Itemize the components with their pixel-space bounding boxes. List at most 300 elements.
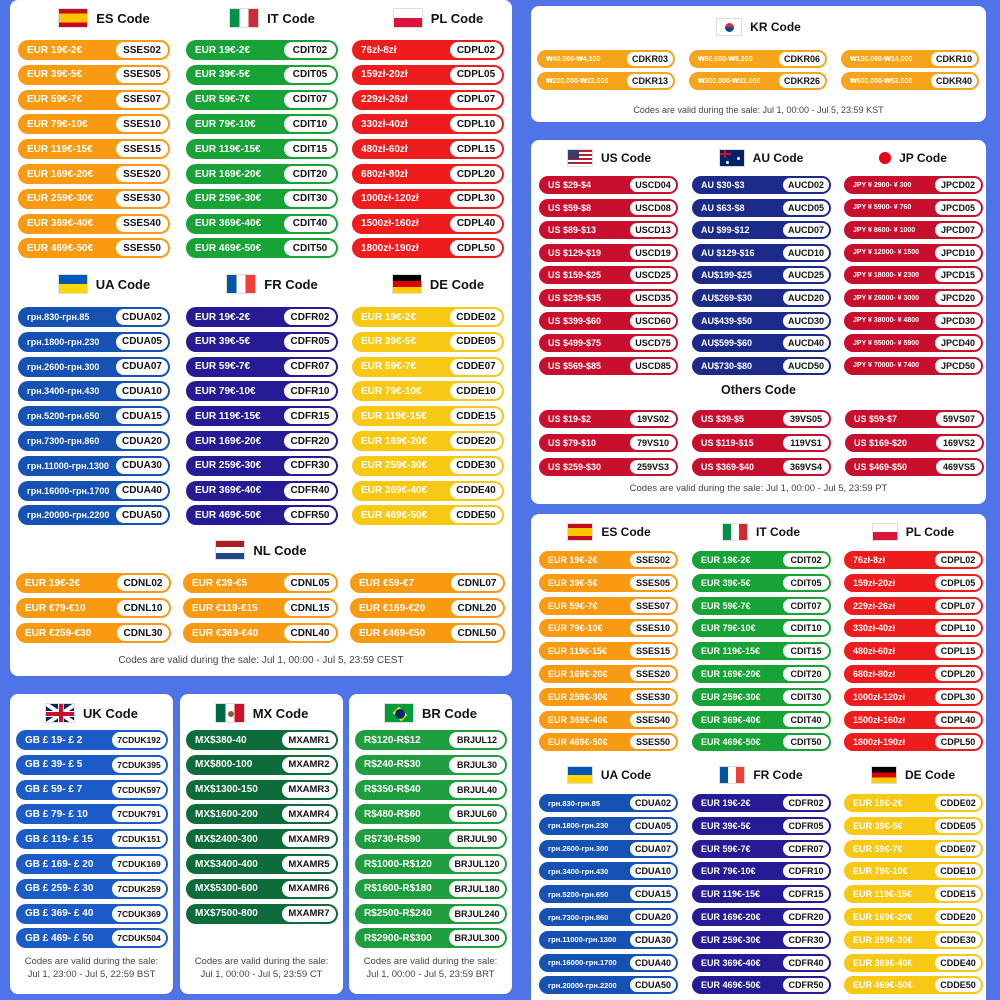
- de-code-pill[interactable]: [352, 357, 504, 377]
- others-code-pill[interactable]: [539, 458, 678, 476]
- fr-code-pill[interactable]: [186, 307, 338, 327]
- coupon-code[interactable]: CDIT05: [284, 67, 336, 83]
- pl-code-pill[interactable]: [352, 90, 504, 110]
- coupon-code[interactable]: CDIT07: [284, 92, 336, 108]
- coupon-code[interactable]: 19VS02: [630, 412, 676, 426]
- coupon-code[interactable]: SSES15: [630, 644, 676, 658]
- coupon-code[interactable]: SSES20: [630, 667, 676, 681]
- coupon-code[interactable]: JPCD40: [935, 336, 981, 350]
- ua-code-pill[interactable]: [539, 817, 678, 835]
- de-code-pill[interactable]: [352, 332, 504, 352]
- es-code-pill[interactable]: [18, 214, 170, 234]
- pl-code-pill[interactable]: [844, 619, 983, 637]
- coupon-code[interactable]: CDUA05: [630, 819, 676, 833]
- us-code-pill[interactable]: [539, 334, 678, 352]
- pl-code-pill[interactable]: [352, 164, 504, 184]
- coupon-code[interactable]: MXAMR6: [282, 881, 336, 897]
- de-code-pill[interactable]: [352, 481, 504, 501]
- coupon-code[interactable]: MXAMR5: [282, 856, 336, 872]
- it-code-pill[interactable]: [692, 619, 831, 637]
- coupon-code[interactable]: CDUA40: [116, 483, 168, 499]
- de-code-pill[interactable]: [352, 505, 504, 525]
- coupon-code[interactable]: CDNL30: [117, 625, 169, 641]
- coupon-code[interactable]: CDFR20: [284, 433, 336, 449]
- coupon-code[interactable]: CDIT02: [783, 553, 829, 567]
- it-code-pill[interactable]: [692, 688, 831, 706]
- uk-code-pill[interactable]: [16, 755, 168, 775]
- coupon-code[interactable]: CDDE50: [935, 978, 981, 992]
- us-code-pill[interactable]: [539, 266, 678, 284]
- au-code-pill[interactable]: [692, 199, 831, 217]
- es-code-pill[interactable]: [539, 665, 678, 683]
- nl-code-pill[interactable]: [350, 573, 505, 593]
- coupon-code[interactable]: CDIT20: [284, 166, 336, 182]
- coupon-code[interactable]: SSES15: [116, 141, 168, 157]
- coupon-code[interactable]: 7CDUK369: [112, 906, 166, 922]
- coupon-code[interactable]: CDKR40: [931, 74, 977, 88]
- coupon-code[interactable]: AUCD20: [783, 291, 829, 305]
- coupon-code[interactable]: CDFR05: [284, 334, 336, 350]
- us-code-pill[interactable]: [539, 221, 678, 239]
- coupon-code[interactable]: CDIT40: [783, 713, 829, 727]
- de-code-pill[interactable]: [352, 431, 504, 451]
- coupon-code[interactable]: JPCD05: [935, 201, 981, 215]
- fr-code-pill[interactable]: [186, 505, 338, 525]
- coupon-code[interactable]: AUCD40: [783, 336, 829, 350]
- au-code-pill[interactable]: [692, 221, 831, 239]
- coupon-code[interactable]: 7CDUK597: [112, 782, 166, 798]
- coupon-code[interactable]: AUCD25: [783, 268, 829, 282]
- coupon-code[interactable]: SSES20: [116, 166, 168, 182]
- it-code-pill[interactable]: [692, 642, 831, 660]
- coupon-code[interactable]: CDUA07: [116, 359, 168, 375]
- de-code-pill[interactable]: [352, 381, 504, 401]
- nl-code-pill[interactable]: [183, 623, 338, 643]
- coupon-code[interactable]: CDFR07: [783, 842, 829, 856]
- coupon-code[interactable]: CDFR07: [284, 359, 336, 375]
- pl-code-pill[interactable]: [352, 214, 504, 234]
- coupon-code[interactable]: CDNL50: [451, 625, 503, 641]
- coupon-code[interactable]: CDFR05: [783, 819, 829, 833]
- coupon-code[interactable]: CDPL40: [450, 216, 502, 232]
- coupon-code[interactable]: SSES30: [630, 690, 676, 704]
- coupon-code[interactable]: JPCD15: [935, 268, 981, 282]
- coupon-code[interactable]: CDFR10: [783, 864, 829, 878]
- coupon-code[interactable]: CDDE20: [450, 433, 502, 449]
- es-code-pill[interactable]: [18, 114, 170, 134]
- coupon-code[interactable]: CDFR10: [284, 383, 336, 399]
- pl-code-pill[interactable]: [844, 711, 983, 729]
- coupon-code[interactable]: CDFR15: [284, 408, 336, 424]
- br-code-pill[interactable]: [355, 879, 507, 899]
- coupon-code[interactable]: 59VS07: [936, 412, 982, 426]
- coupon-code[interactable]: CDUA20: [116, 433, 168, 449]
- nl-code-pill[interactable]: [16, 573, 171, 593]
- coupon-code[interactable]: CDNL15: [284, 600, 336, 616]
- es-code-pill[interactable]: [539, 597, 678, 615]
- es-code-pill[interactable]: [539, 551, 678, 569]
- coupon-code[interactable]: USCD25: [630, 268, 676, 282]
- fr-code-pill[interactable]: [692, 954, 831, 972]
- coupon-code[interactable]: CDFR50: [284, 507, 336, 523]
- coupon-code[interactable]: CDDE10: [935, 864, 981, 878]
- nl-code-pill[interactable]: [183, 573, 338, 593]
- coupon-code[interactable]: CDDE07: [935, 842, 981, 856]
- coupon-code[interactable]: SSES02: [630, 553, 676, 567]
- de-code-pill[interactable]: [844, 954, 983, 972]
- coupon-code[interactable]: CDFR15: [783, 887, 829, 901]
- jp-code-pill[interactable]: [844, 176, 983, 194]
- coupon-code[interactable]: AUCD30: [783, 314, 829, 328]
- de-code-pill[interactable]: [844, 840, 983, 858]
- coupon-code[interactable]: CDKR06: [779, 52, 825, 66]
- de-code-pill[interactable]: [352, 456, 504, 476]
- coupon-code[interactable]: CDPL40: [935, 713, 981, 727]
- pl-code-pill[interactable]: [352, 139, 504, 159]
- de-code-pill[interactable]: [844, 931, 983, 949]
- ua-code-pill[interactable]: [18, 357, 170, 377]
- coupon-code[interactable]: CDPL05: [450, 67, 502, 83]
- coupon-code[interactable]: CDPL02: [935, 553, 981, 567]
- au-code-pill[interactable]: [692, 334, 831, 352]
- it-code-pill[interactable]: [186, 214, 338, 234]
- es-code-pill[interactable]: [18, 164, 170, 184]
- coupon-code[interactable]: 7CDUK259: [112, 881, 166, 897]
- it-code-pill[interactable]: [692, 574, 831, 592]
- coupon-code[interactable]: JPCD02: [935, 178, 981, 192]
- coupon-code[interactable]: MXAMR1: [282, 732, 336, 748]
- jp-code-pill[interactable]: [844, 266, 983, 284]
- us-code-pill[interactable]: [539, 244, 678, 262]
- nl-code-pill[interactable]: [350, 623, 505, 643]
- es-code-pill[interactable]: [539, 642, 678, 660]
- coupon-code[interactable]: CDNL07: [451, 575, 503, 591]
- coupon-code[interactable]: MXAMR9: [282, 831, 336, 847]
- br-code-pill[interactable]: [355, 829, 507, 849]
- coupon-code[interactable]: SSES07: [116, 92, 168, 108]
- coupon-code[interactable]: CDNL20: [451, 600, 503, 616]
- coupon-code[interactable]: CDIT30: [783, 690, 829, 704]
- au-code-pill[interactable]: [692, 312, 831, 330]
- kr-code-pill[interactable]: [537, 50, 675, 68]
- it-code-pill[interactable]: [186, 114, 338, 134]
- others-code-pill[interactable]: [692, 434, 831, 452]
- coupon-code[interactable]: CDFR30: [284, 458, 336, 474]
- fr-code-pill[interactable]: [692, 794, 831, 812]
- de-code-pill[interactable]: [844, 794, 983, 812]
- coupon-code[interactable]: CDPL15: [935, 644, 981, 658]
- coupon-code[interactable]: 7CDUK395: [112, 757, 166, 773]
- de-code-pill[interactable]: [844, 908, 983, 926]
- coupon-code[interactable]: 369VS4: [783, 460, 829, 474]
- kr-code-pill[interactable]: [689, 72, 827, 90]
- coupon-code[interactable]: CDPL15: [450, 141, 502, 157]
- coupon-code[interactable]: CDDE02: [935, 796, 981, 810]
- coupon-code[interactable]: CDIT05: [783, 576, 829, 590]
- es-code-pill[interactable]: [18, 139, 170, 159]
- coupon-code[interactable]: USCD04: [630, 178, 676, 192]
- nl-code-pill[interactable]: [183, 598, 338, 618]
- au-code-pill[interactable]: [692, 266, 831, 284]
- coupon-code[interactable]: SSES10: [116, 116, 168, 132]
- others-code-pill[interactable]: [692, 410, 831, 428]
- nl-code-pill[interactable]: [16, 623, 171, 643]
- others-code-pill[interactable]: [539, 410, 678, 428]
- it-code-pill[interactable]: [186, 90, 338, 110]
- mx-code-pill[interactable]: [186, 804, 338, 824]
- mx-code-pill[interactable]: [186, 755, 338, 775]
- fr-code-pill[interactable]: [692, 976, 831, 994]
- coupon-code[interactable]: CDPL10: [935, 621, 981, 635]
- pl-code-pill[interactable]: [844, 551, 983, 569]
- coupon-code[interactable]: CDNL02: [117, 575, 169, 591]
- coupon-code[interactable]: SSES50: [630, 735, 676, 749]
- coupon-code[interactable]: CDUA10: [630, 864, 676, 878]
- coupon-code[interactable]: BRJUL120: [449, 856, 505, 872]
- jp-code-pill[interactable]: [844, 357, 983, 375]
- coupon-code[interactable]: CDDE50: [450, 507, 502, 523]
- coupon-code[interactable]: JPCD10: [935, 246, 981, 260]
- coupon-code[interactable]: CDFR20: [783, 910, 829, 924]
- fr-code-pill[interactable]: [186, 431, 338, 451]
- coupon-code[interactable]: USCD75: [630, 336, 676, 350]
- coupon-code[interactable]: CDFR02: [783, 796, 829, 810]
- mx-code-pill[interactable]: [186, 904, 338, 924]
- others-code-pill[interactable]: [539, 434, 678, 452]
- uk-code-pill[interactable]: [16, 780, 168, 800]
- coupon-code[interactable]: CDUA02: [116, 309, 168, 325]
- de-code-pill[interactable]: [844, 862, 983, 880]
- coupon-code[interactable]: 7CDUK169: [112, 856, 166, 872]
- fr-code-pill[interactable]: [692, 817, 831, 835]
- uk-code-pill[interactable]: [16, 730, 168, 750]
- coupon-code[interactable]: CDDE40: [935, 956, 981, 970]
- coupon-code[interactable]: CDFR02: [284, 309, 336, 325]
- ua-code-pill[interactable]: [539, 794, 678, 812]
- au-code-pill[interactable]: [692, 176, 831, 194]
- coupon-code[interactable]: CDFR30: [783, 933, 829, 947]
- coupon-code[interactable]: CDDE05: [450, 334, 502, 350]
- coupon-code[interactable]: CDKR03: [627, 52, 673, 66]
- coupon-code[interactable]: CDDE15: [450, 408, 502, 424]
- coupon-code[interactable]: USCD35: [630, 291, 676, 305]
- fr-code-pill[interactable]: [186, 332, 338, 352]
- mx-code-pill[interactable]: [186, 730, 338, 750]
- coupon-code[interactable]: SSES40: [116, 216, 168, 232]
- jp-code-pill[interactable]: [844, 221, 983, 239]
- fr-code-pill[interactable]: [692, 908, 831, 926]
- it-code-pill[interactable]: [186, 65, 338, 85]
- fr-code-pill[interactable]: [186, 381, 338, 401]
- fr-code-pill[interactable]: [186, 406, 338, 426]
- ua-code-pill[interactable]: [18, 332, 170, 352]
- coupon-code[interactable]: CDKR13: [627, 74, 673, 88]
- coupon-code[interactable]: AUCD02: [783, 178, 829, 192]
- coupon-code[interactable]: CDDE02: [450, 309, 502, 325]
- ua-code-pill[interactable]: [18, 505, 170, 525]
- others-code-pill[interactable]: [692, 458, 831, 476]
- ua-code-pill[interactable]: [539, 931, 678, 949]
- coupon-code[interactable]: BRJUL12: [449, 732, 505, 748]
- fr-code-pill[interactable]: [692, 840, 831, 858]
- coupon-code[interactable]: JPCD50: [935, 359, 981, 373]
- coupon-code[interactable]: CDNL40: [284, 625, 336, 641]
- coupon-code[interactable]: USCD60: [630, 314, 676, 328]
- coupon-code[interactable]: MXAMR2: [282, 757, 336, 773]
- coupon-code[interactable]: CDUA40: [630, 956, 676, 970]
- coupon-code[interactable]: CDPL02: [450, 42, 502, 58]
- coupon-code[interactable]: SSES40: [630, 713, 676, 727]
- es-code-pill[interactable]: [18, 238, 170, 258]
- it-code-pill[interactable]: [186, 238, 338, 258]
- uk-code-pill[interactable]: [16, 928, 168, 948]
- coupon-code[interactable]: BRJUL30: [449, 757, 505, 773]
- coupon-code[interactable]: CDPL10: [450, 116, 502, 132]
- nl-code-pill[interactable]: [350, 598, 505, 618]
- coupon-code[interactable]: CDPL07: [935, 599, 981, 613]
- coupon-code[interactable]: CDPL20: [935, 667, 981, 681]
- coupon-code[interactable]: CDPL30: [935, 690, 981, 704]
- ua-code-pill[interactable]: [18, 406, 170, 426]
- coupon-code[interactable]: USCD85: [630, 359, 676, 373]
- coupon-code[interactable]: CDDE07: [450, 359, 502, 375]
- coupon-code[interactable]: CDPL20: [450, 166, 502, 182]
- coupon-code[interactable]: CDUA02: [630, 796, 676, 810]
- es-code-pill[interactable]: [18, 189, 170, 209]
- coupon-code[interactable]: 39VS05: [783, 412, 829, 426]
- others-code-pill[interactable]: [845, 410, 984, 428]
- coupon-code[interactable]: AUCD10: [783, 246, 829, 260]
- coupon-code[interactable]: MXAMR4: [282, 806, 336, 822]
- coupon-code[interactable]: CDDE40: [450, 483, 502, 499]
- coupon-code[interactable]: SSES50: [116, 240, 168, 256]
- coupon-code[interactable]: 119VS1: [783, 436, 829, 450]
- pl-code-pill[interactable]: [352, 114, 504, 134]
- coupon-code[interactable]: CDUA05: [116, 334, 168, 350]
- br-code-pill[interactable]: [355, 755, 507, 775]
- coupon-code[interactable]: CDUA30: [116, 458, 168, 474]
- es-code-pill[interactable]: [18, 90, 170, 110]
- coupon-code[interactable]: CDPL05: [935, 576, 981, 590]
- coupon-code[interactable]: CDIT15: [783, 644, 829, 658]
- es-code-pill[interactable]: [18, 65, 170, 85]
- coupon-code[interactable]: BRJUL240: [449, 906, 505, 922]
- ua-code-pill[interactable]: [539, 954, 678, 972]
- pl-code-pill[interactable]: [844, 642, 983, 660]
- coupon-code[interactable]: SSES05: [116, 67, 168, 83]
- kr-code-pill[interactable]: [537, 72, 675, 90]
- coupon-code[interactable]: CDUA50: [116, 507, 168, 523]
- coupon-code[interactable]: 469VS5: [936, 460, 982, 474]
- it-code-pill[interactable]: [692, 551, 831, 569]
- pl-code-pill[interactable]: [844, 597, 983, 615]
- coupon-code[interactable]: CDIT15: [284, 141, 336, 157]
- jp-code-pill[interactable]: [844, 334, 983, 352]
- uk-code-pill[interactable]: [16, 879, 168, 899]
- us-code-pill[interactable]: [539, 357, 678, 375]
- coupon-code[interactable]: SSES10: [630, 621, 676, 635]
- coupon-code[interactable]: AUCD05: [783, 201, 829, 215]
- uk-code-pill[interactable]: [16, 904, 168, 924]
- coupon-code[interactable]: MXAMR7: [282, 906, 336, 922]
- coupon-code[interactable]: CDDE30: [450, 458, 502, 474]
- mx-code-pill[interactable]: [186, 879, 338, 899]
- br-code-pill[interactable]: [355, 730, 507, 750]
- coupon-code[interactable]: CDUA15: [116, 408, 168, 424]
- br-code-pill[interactable]: [355, 780, 507, 800]
- ua-code-pill[interactable]: [18, 381, 170, 401]
- us-code-pill[interactable]: [539, 289, 678, 307]
- fr-code-pill[interactable]: [692, 885, 831, 903]
- de-code-pill[interactable]: [844, 976, 983, 994]
- coupon-code[interactable]: CDUA15: [630, 887, 676, 901]
- es-code-pill[interactable]: [18, 40, 170, 60]
- coupon-code[interactable]: 7CDUK504: [112, 930, 166, 946]
- pl-code-pill[interactable]: [844, 733, 983, 751]
- pl-code-pill[interactable]: [352, 238, 504, 258]
- coupon-code[interactable]: CDFR40: [284, 483, 336, 499]
- others-code-pill[interactable]: [845, 434, 984, 452]
- coupon-code[interactable]: CDIT40: [284, 216, 336, 232]
- coupon-code[interactable]: CDDE20: [935, 910, 981, 924]
- us-code-pill[interactable]: [539, 312, 678, 330]
- coupon-code[interactable]: BRJUL40: [449, 782, 505, 798]
- es-code-pill[interactable]: [539, 574, 678, 592]
- coupon-code[interactable]: CDUA50: [630, 978, 676, 992]
- es-code-pill[interactable]: [539, 619, 678, 637]
- br-code-pill[interactable]: [355, 904, 507, 924]
- pl-code-pill[interactable]: [352, 40, 504, 60]
- au-code-pill[interactable]: [692, 357, 831, 375]
- ua-code-pill[interactable]: [18, 481, 170, 501]
- coupon-code[interactable]: BRJUL300: [449, 930, 505, 946]
- jp-code-pill[interactable]: [844, 199, 983, 217]
- pl-code-pill[interactable]: [352, 189, 504, 209]
- coupon-code[interactable]: CDIT50: [284, 240, 336, 256]
- ua-code-pill[interactable]: [18, 307, 170, 327]
- uk-code-pill[interactable]: [16, 804, 168, 824]
- fr-code-pill[interactable]: [186, 357, 338, 377]
- fr-code-pill[interactable]: [186, 456, 338, 476]
- mx-code-pill[interactable]: [186, 780, 338, 800]
- coupon-code[interactable]: JPCD30: [935, 314, 981, 328]
- pl-code-pill[interactable]: [844, 665, 983, 683]
- coupon-code[interactable]: CDPL50: [935, 735, 981, 749]
- coupon-code[interactable]: AUCD50: [783, 359, 829, 373]
- pl-code-pill[interactable]: [844, 574, 983, 592]
- coupon-code[interactable]: CDIT02: [284, 42, 336, 58]
- mx-code-pill[interactable]: [186, 854, 338, 874]
- coupon-code[interactable]: MXAMR3: [282, 782, 336, 798]
- coupon-code[interactable]: 169VS2: [936, 436, 982, 450]
- it-code-pill[interactable]: [186, 40, 338, 60]
- coupon-code[interactable]: SSES07: [630, 599, 676, 613]
- ua-code-pill[interactable]: [539, 908, 678, 926]
- it-code-pill[interactable]: [186, 139, 338, 159]
- coupon-code[interactable]: CDPL30: [450, 191, 502, 207]
- jp-code-pill[interactable]: [844, 312, 983, 330]
- ua-code-pill[interactable]: [539, 840, 678, 858]
- pl-code-pill[interactable]: [844, 688, 983, 706]
- coupon-code[interactable]: 7CDUK151: [112, 831, 166, 847]
- coupon-code[interactable]: SSES05: [630, 576, 676, 590]
- coupon-code[interactable]: 79VS10: [630, 436, 676, 450]
- coupon-code[interactable]: SSES02: [116, 42, 168, 58]
- nl-code-pill[interactable]: [16, 598, 171, 618]
- us-code-pill[interactable]: [539, 199, 678, 217]
- coupon-code[interactable]: USCD13: [630, 223, 676, 237]
- coupon-code[interactable]: CDIT30: [284, 191, 336, 207]
